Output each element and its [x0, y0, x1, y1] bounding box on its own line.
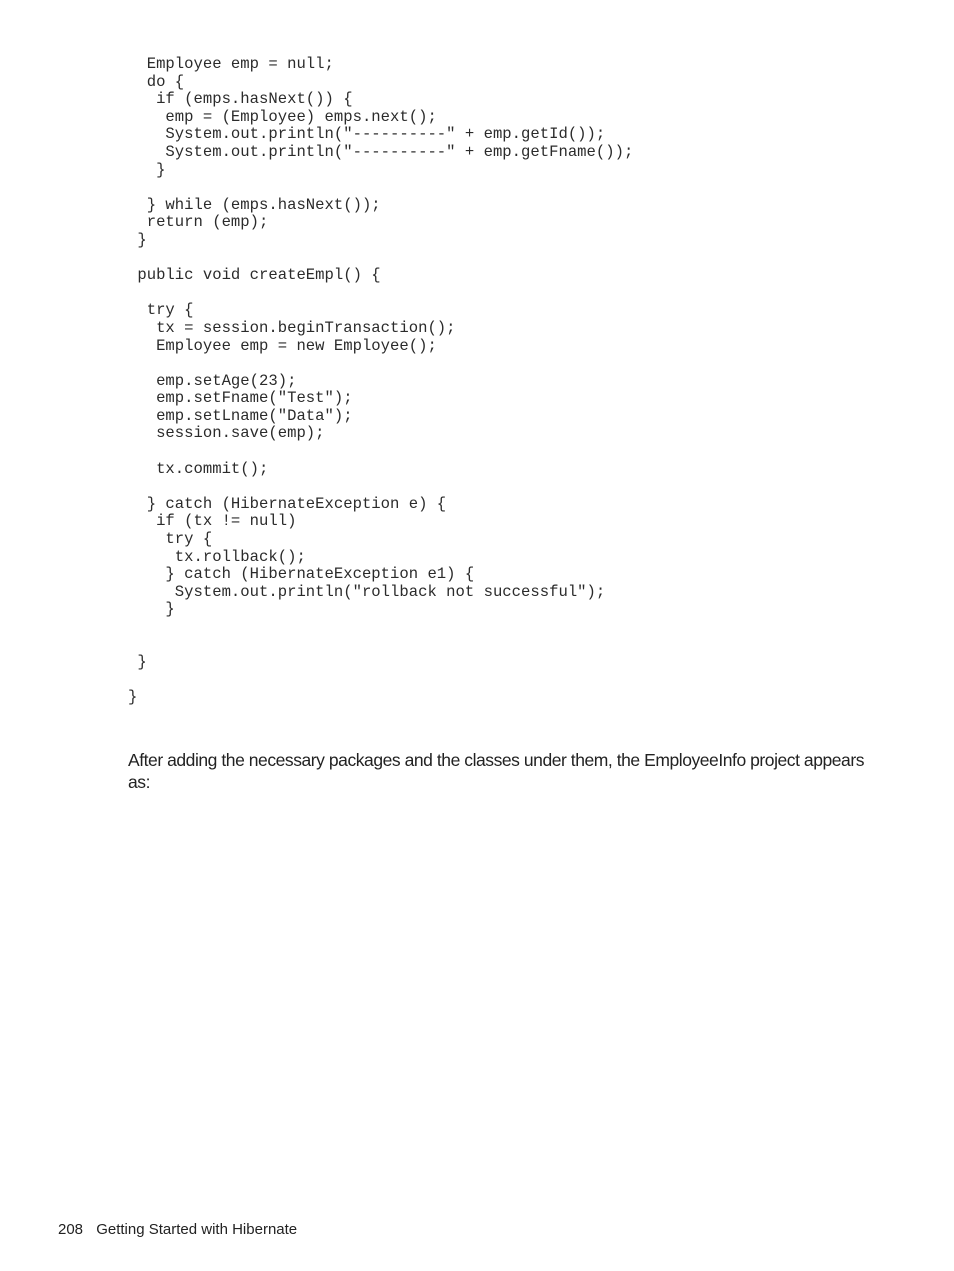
code-line: } catch (HibernateException e) {: [128, 494, 447, 513]
code-line: emp.setAge(23);: [128, 371, 297, 390]
code-line: public void createEmpl() {: [128, 266, 381, 285]
page-number: 208: [58, 1221, 84, 1238]
code-line: Employee emp = new Employee();: [128, 336, 437, 355]
code-line: }: [128, 653, 147, 672]
code-line: if (emps.hasNext()) {: [128, 90, 353, 109]
code-line: [128, 443, 888, 461]
code-line: tx.rollback();: [128, 547, 306, 566]
code-line: if (tx != null): [128, 512, 297, 531]
code-line: emp = (Employee) emps.next();: [128, 107, 437, 126]
code-line: }: [128, 600, 175, 619]
code-line: try {: [128, 530, 213, 549]
code-line: [128, 285, 888, 303]
code-line: [128, 179, 888, 197]
code-line: session.save(emp);: [128, 424, 325, 443]
code-line: tx.commit();: [128, 459, 269, 478]
code-line: Employee emp = null;: [128, 55, 334, 73]
code-line: }: [128, 230, 147, 249]
code-line: [128, 619, 888, 637]
code-line: }: [128, 688, 138, 707]
code-line: [128, 478, 888, 496]
code-listing: [128, 56, 888, 707]
code-line: System.out.println("----------" + emp.getFname());: [128, 142, 634, 161]
code-line: tx = session.beginTransaction();: [128, 318, 456, 337]
body-paragraph: After adding the necessary packages and the classes under them, the EmployeeInfo project appears as:: [128, 749, 865, 792]
code-line: do {: [128, 72, 185, 91]
code-line: System.out.println("rollback not successful");: [128, 582, 606, 601]
code-line: [128, 250, 888, 268]
code-line: [128, 672, 888, 690]
code-line: System.out.println("----------" + emp.getId());: [128, 125, 606, 144]
code-line: emp.setFname("Test");: [128, 389, 353, 408]
code-line: } catch (HibernateException e1) {: [128, 565, 475, 584]
page-footer: [58, 1221, 297, 1238]
code-line: emp.setLname("Data");: [128, 406, 353, 425]
code-line: return (emp);: [128, 213, 269, 232]
code-line: } while (emps.hasNext());: [128, 195, 381, 214]
code-line: try {: [128, 301, 194, 320]
chapter-title: Getting Started with Hibernate: [96, 1221, 298, 1238]
code-line: [128, 355, 888, 373]
code-line: [128, 637, 888, 655]
code-line: }: [128, 160, 166, 179]
